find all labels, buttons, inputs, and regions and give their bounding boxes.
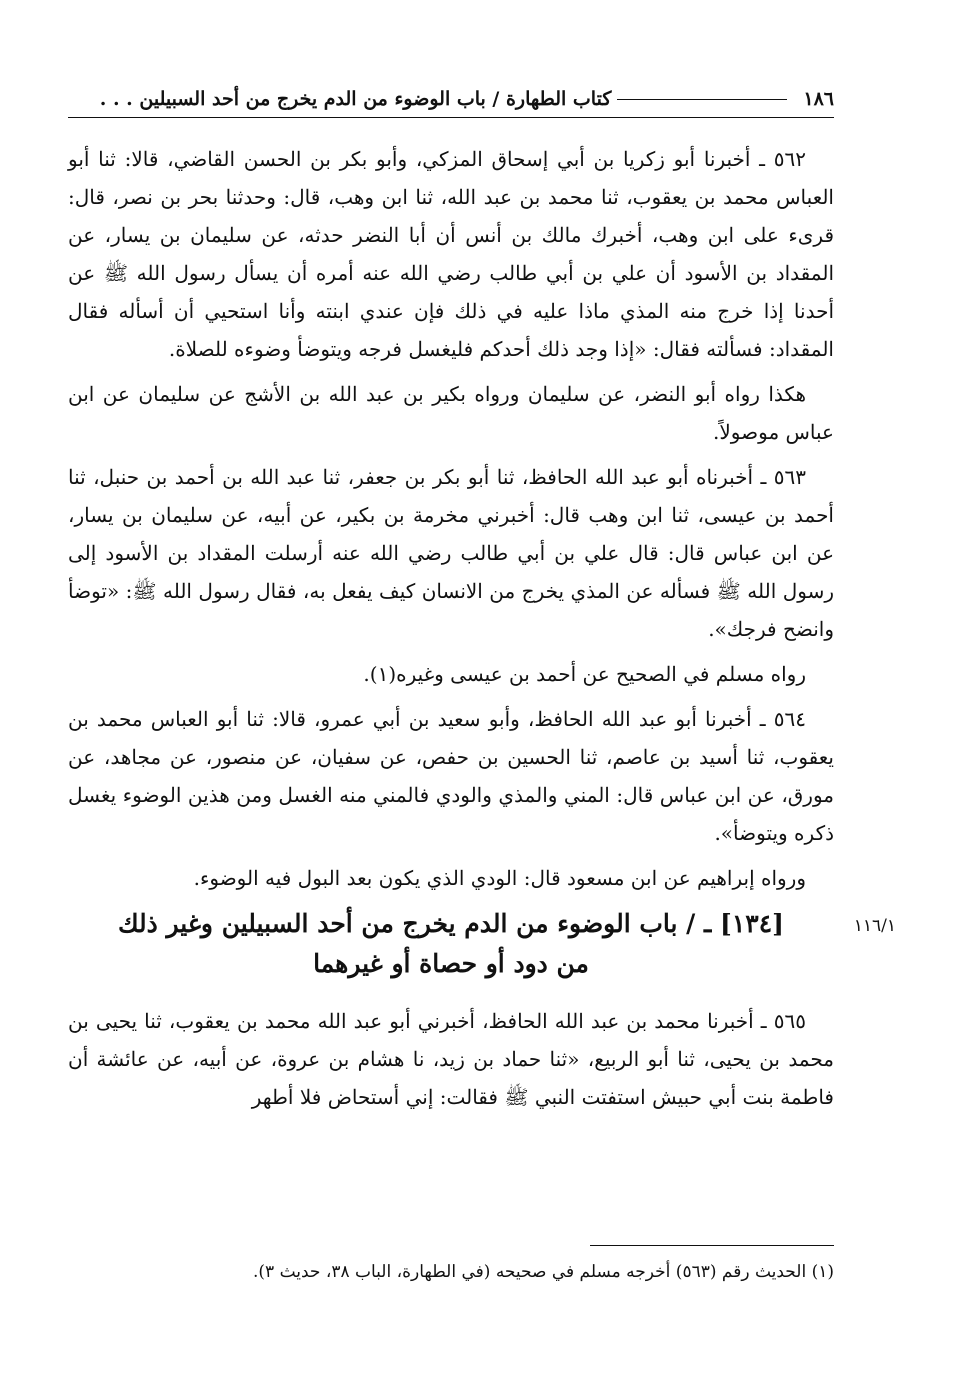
page-body bbox=[68, 140, 896, 1123]
comment-paragraph: ورواه إبراهيم عن ابن مسعود قال: الودي الذي يكون بعد البول فيه الوضوء. bbox=[193, 866, 806, 890]
header-divider bbox=[68, 117, 834, 118]
hadith-562: ٥٦٢ ـ أخبرنا أبو زكريا بن أبي إسحاق المزكي، وأبو بكر بن الحسن القاضي، قالا: ثنا أبو العباس محمد بن يعقوب، ثنا محمد بن عبد الله، ثنا ابن وهب، قال: وحدثنا بحر بن نصر، قال: قرىء على ابن وهب، أخبرك مالك بن أنس أن أبا النضر حدثه، عن سليمان بن يسار، عن المقداد بن الأسود أن علي بن أبي طالب رضي الله عنه أمره أن يسأل رسول الله ﷺ عن أحدنا إذا خرج منه المذي ماذا عليه في ذلك فإن عندي ابنته وأنا استحيي أن أسأله فقال المقداد: فسألته فقال: «إذا وجد ذلك أحدكم فليغسل فرجه ويتوضأ وضوءه للصلاة. bbox=[68, 147, 834, 361]
header-dash-rule bbox=[617, 99, 787, 100]
margin-reference: ١١٦/١ bbox=[853, 916, 896, 936]
hadith-565: ٥٦٥ ـ أخبرنا محمد بن عبد الله الحافظ، أخبرني أبو عبد الله محمد بن يعقوب، ثنا يحيى بن محمد بن يحيى، ثنا أبو الربيع، «ثنا حماد بن زيد، نا هشام بن عروة، عن أبيه، عن عائشة أن فاطمة بنت أبي حبيش استفتت النبي ﷺ فقالت: إني أستحاض فلا أطهر bbox=[68, 1009, 834, 1109]
page-header bbox=[68, 82, 834, 116]
hadith-564: ٥٦٤ ـ أخبرنا أبو عبد الله الحافظ، وأبو سعيد بن أبي عمرو، قالا: ثنا أبو العباس محمد بن يعقوب، ثنا أسيد بن عاصم، ثنا الحسين بن حفص، عن سفيان، عن منصور، عن مجاهد، عن مورق، عن ابن عباس قال: المني والمذي والودي فالمني منه الغسل ومن هذين الوضوء يغسل ذكره ويتوضأ». bbox=[68, 707, 834, 845]
chapter-heading bbox=[68, 904, 896, 984]
page-number: ١٨٦ bbox=[803, 88, 834, 110]
running-title: كتاب الطهارة / باب الوضوء من الدم يخرج من أحد السبيلين . . . bbox=[99, 88, 612, 110]
comment-paragraph: رواه مسلم في الصحيح عن أحمد بن عيسى وغيره(١). bbox=[363, 662, 806, 686]
book-page bbox=[68, 0, 896, 1375]
hadith-563: ٥٦٣ ـ أخبرناه أبو عبد الله الحافظ، ثنا أبو بكر بن جعفر، ثنا عبد الله بن أحمد بن حنبل، ثنا أحمد بن عيسى، ثنا ابن وهب قال: أخبرني مخرمة بن بكير، عن أبيه، عن سليمان بن يسار، عن ابن عباس قال: قال علي بن أبي طالب رضي الله عنه أرسلت المقداد بن الأسود إلى رسول الله ﷺ فسأله عن المذي يخرج من الانسان كيف يفعل به، فقال رسول الله ﷺ: «توضأ وانضح فرجك». bbox=[68, 465, 834, 641]
footnote: (١) الحديث رقم (٥٦٣) أخرجه مسلم في صحيحه (في الطهارة، الباب ٣٨، حديث ٣). bbox=[252, 1262, 834, 1282]
chapter-title-line-2: من دود أو حصاة أو غيرهما bbox=[313, 949, 589, 978]
footnote-divider bbox=[590, 1245, 834, 1246]
chapter-title-line-1: [١٣٤] ـ / باب الوضوء من الدم يخرج من أحد السبيلين وغير ذلك bbox=[117, 909, 785, 938]
comment-paragraph: هكذا رواه أبو النضر، عن سليمان ورواه بكير بن عبد الله بن الأشج عن سليمان عن ابن عباس موصولاً. bbox=[68, 382, 834, 444]
